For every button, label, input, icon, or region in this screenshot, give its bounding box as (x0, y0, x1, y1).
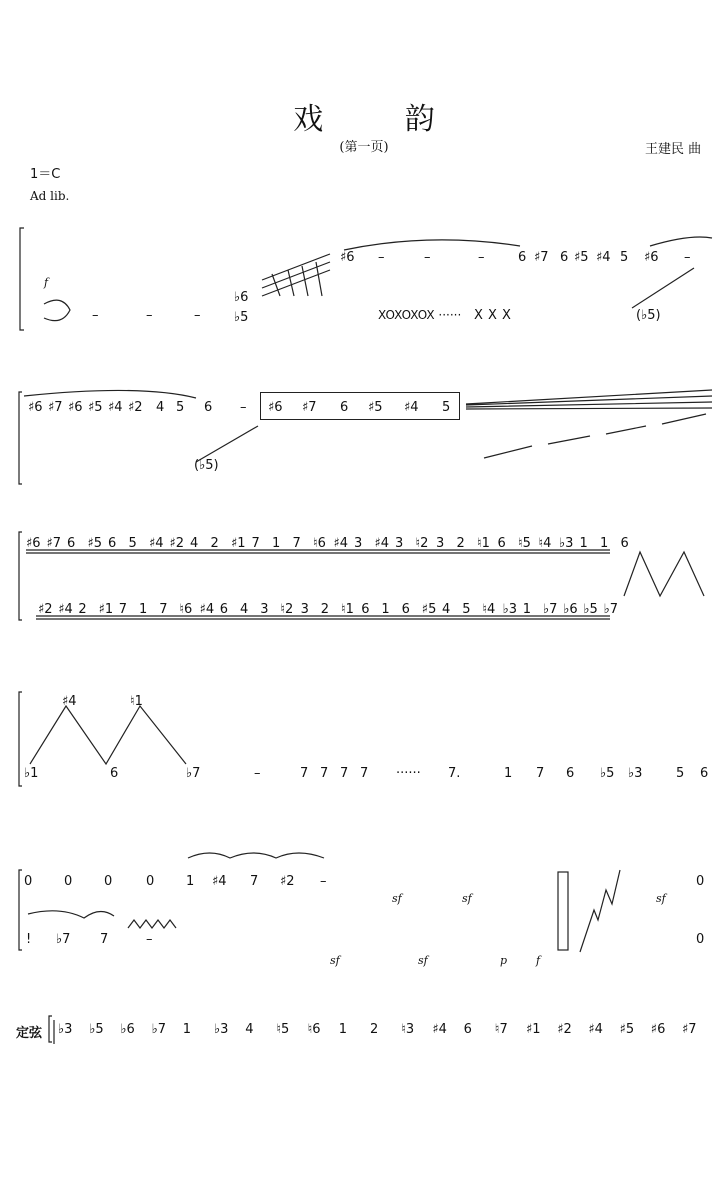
note: 4 (240, 602, 249, 617)
note: ♭3 (58, 1022, 73, 1037)
note: (♭5) (636, 308, 661, 323)
note: ♯2 (128, 400, 143, 415)
note: 1 (182, 1022, 192, 1037)
note: ♯4 (62, 694, 77, 709)
boxed-phrase (260, 392, 460, 420)
note: ♯4 (212, 874, 227, 889)
note: 7 (159, 602, 168, 617)
tempo-marking: Ad lib. (30, 189, 70, 203)
note: ♭5 (600, 766, 615, 781)
note: 4 (190, 536, 199, 551)
note: ♮6 (307, 1022, 321, 1037)
note: ♮5 (276, 1022, 290, 1037)
note: ♭6 (234, 290, 249, 305)
note: ♯6 (26, 536, 41, 551)
note: 1 (522, 602, 532, 617)
note: 2 (210, 536, 219, 551)
note: ♯6 (68, 400, 83, 415)
note: ♯4 (432, 1022, 447, 1037)
note: 7 (251, 536, 260, 551)
note: ♮2 (280, 602, 294, 617)
note: ♭3 (559, 536, 574, 551)
dynamic-mark: sf (656, 892, 666, 905)
composer-credit: 王建民 曲 (645, 142, 702, 157)
note: 6 (700, 766, 709, 781)
note: ♯7 (302, 400, 317, 415)
note: 0 (64, 874, 73, 889)
note: 4 (442, 602, 451, 617)
note: ♯4 (588, 1022, 603, 1037)
note: ♯4 (333, 536, 349, 551)
note: ♭7 (543, 602, 558, 617)
note: 7 (300, 766, 309, 781)
note: ♮4 (538, 536, 552, 551)
note: 5 (176, 400, 185, 415)
note: 0 (146, 874, 155, 889)
note: ♮6 (179, 602, 193, 617)
note: ♯4 (149, 536, 164, 551)
note: 1 (579, 536, 588, 551)
note: ♭7 (186, 766, 201, 781)
note: 4 (245, 1022, 254, 1037)
note: – (378, 250, 385, 265)
note: 6 (518, 250, 527, 265)
note: 6 (361, 602, 370, 617)
note: ♯1 (231, 536, 246, 551)
note: – (146, 932, 153, 947)
note: 6 (401, 602, 410, 617)
note: – (320, 874, 327, 889)
note: ♮7 (494, 1022, 508, 1037)
note: – (240, 400, 247, 415)
note: ♯2 (280, 874, 295, 889)
note: 1 (600, 536, 609, 551)
note: 7 (536, 766, 545, 781)
dynamic-mark: sf (392, 892, 402, 905)
note: ♭3 (628, 766, 643, 781)
note: ♯4 (199, 602, 215, 617)
note: ♯4 (58, 602, 73, 617)
note: 7 (118, 602, 128, 617)
note: 3 (300, 602, 309, 617)
key-signature: 1＝C (30, 167, 61, 182)
note: 5 (620, 250, 629, 265)
note: ♯6 (340, 250, 355, 265)
note: ♭7 (151, 1022, 166, 1037)
note: 1 (186, 874, 195, 889)
note: 5 (676, 766, 685, 781)
tuning-label: 定弦 (16, 1026, 43, 1041)
note: 6 (497, 536, 506, 551)
note: ♯1 (526, 1022, 541, 1037)
note: 7. (448, 766, 461, 781)
note: ♭7 (603, 602, 618, 617)
note: ♭7 (56, 932, 71, 947)
note: – (478, 250, 485, 265)
note: – (254, 766, 261, 781)
note: ♭6 (563, 602, 578, 617)
note: ♯6 (268, 400, 283, 415)
note: ······ (396, 766, 421, 781)
note: – (146, 308, 153, 323)
percussion-pattern: XOXOXOX ······ (378, 308, 462, 322)
note: 2 (78, 602, 87, 617)
note: 0 (696, 932, 705, 947)
note: 7 (360, 766, 369, 781)
note: 6 (108, 536, 117, 551)
note: ♯4 (596, 250, 611, 265)
note: 6 (566, 766, 575, 781)
note: ♯5 (619, 1022, 635, 1037)
note: 3 (436, 536, 445, 551)
note: ♮6 (313, 536, 326, 551)
note: – (424, 250, 431, 265)
note: ♯4 (404, 400, 419, 415)
note: ♭5 (89, 1022, 104, 1037)
note: ♯2 (38, 602, 53, 617)
note: ♮4 (482, 602, 496, 617)
note: 0 (104, 874, 113, 889)
note: 6 (340, 400, 349, 415)
note: X (474, 308, 483, 323)
note: – (684, 250, 691, 265)
note: ♯5 (574, 250, 589, 265)
note: 5 (442, 400, 451, 415)
note: ♯1 (98, 602, 114, 617)
note: 7 (100, 932, 109, 947)
note: 6 (560, 250, 569, 265)
note: 7 (340, 766, 349, 781)
note: ♯5 (368, 400, 383, 415)
note: ♯7 (46, 536, 62, 551)
note: ♮2 (415, 536, 429, 551)
note: ♮1 (341, 602, 354, 617)
note: 0 (696, 874, 705, 889)
note: 2 (456, 536, 465, 551)
note: 6 (219, 602, 229, 617)
note: 6 (204, 400, 213, 415)
note: X (488, 308, 497, 323)
note: 3 (395, 536, 404, 551)
note: ♯5 (87, 536, 103, 551)
note: 1 (504, 766, 513, 781)
note: 2 (370, 1022, 379, 1037)
dynamic-mark: f (44, 276, 49, 289)
note: 2 (320, 602, 330, 617)
note: ♮3 (401, 1022, 415, 1037)
note: ♯6 (644, 250, 659, 265)
note: (♭5) (194, 458, 219, 473)
dynamic-mark: sf (418, 954, 428, 967)
note: X (502, 308, 511, 323)
dynamic-mark: sf (462, 892, 472, 905)
note: ♯2 (169, 536, 185, 551)
note: ♯4 (108, 400, 123, 415)
note: ♭1 (24, 766, 39, 781)
page-subtitle: (第一页) (339, 140, 389, 155)
note: ♮5 (518, 536, 531, 551)
dynamic-mark: f (536, 954, 541, 967)
note: ♭6 (120, 1022, 135, 1037)
note: – (92, 308, 99, 323)
note: ♯6 (28, 400, 43, 415)
note: 6 (67, 536, 76, 551)
note: ♯6 (650, 1022, 666, 1037)
note: ♯7 (682, 1022, 697, 1037)
note: 6 (620, 536, 629, 551)
note: 3 (260, 602, 269, 617)
note: 6 (463, 1022, 472, 1037)
note: ♯7 (534, 250, 549, 265)
note: 1 (338, 1022, 348, 1037)
note: ♯7 (48, 400, 63, 415)
note: ♮1 (477, 536, 490, 551)
note: 7 (320, 766, 329, 781)
note: 0 (24, 874, 33, 889)
dynamic-mark: p (500, 954, 508, 967)
note: ♭5 (234, 310, 249, 325)
note: 1 (381, 602, 390, 617)
note: 7 (250, 874, 259, 889)
note: 3 (354, 536, 363, 551)
note: 4 (156, 400, 165, 415)
note: 1 (272, 536, 281, 551)
note: ♯2 (557, 1022, 572, 1037)
note: ♭3 (502, 602, 517, 617)
note: ♯5 (421, 602, 437, 617)
note: ♯5 (88, 400, 103, 415)
note: – (194, 308, 201, 323)
note: ♯4 (374, 536, 390, 551)
note: ! (26, 932, 32, 947)
score-title: 戏 韵 (293, 102, 471, 137)
note: 1 (139, 602, 148, 617)
note: 6 (110, 766, 119, 781)
note: ♭5 (583, 602, 598, 617)
note: 7 (292, 536, 301, 551)
dynamic-mark: sf (330, 954, 340, 967)
note: ♮1 (130, 694, 143, 709)
note: ♭3 (214, 1022, 229, 1037)
note: 5 (462, 602, 471, 617)
note: 5 (128, 536, 137, 551)
